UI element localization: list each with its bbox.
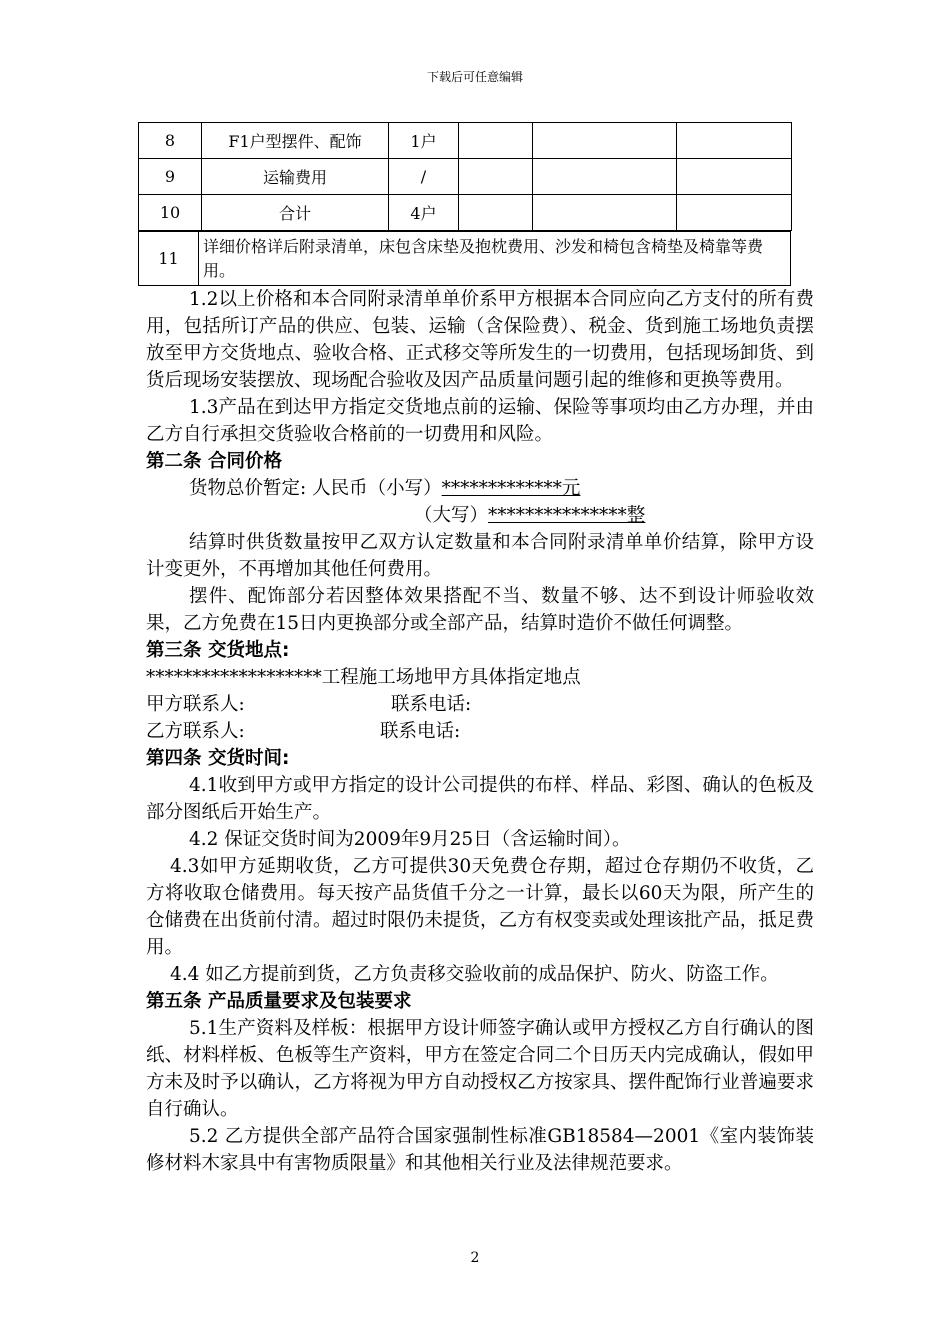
table-cell-empty [677, 159, 792, 195]
table-cell-empty [459, 123, 533, 159]
paragraph-1-2: 1.2以上价格和本合同附录清单单价系甲方根据本合同应向乙方支付的所有费用，包括所订产品的供应、包装、运输（含保险费）、税金、货到施工场地负责摆放至甲方交货地点、验收合格、正式移交等所发生的一切费用，包括现场卸货、到货后现场安装摆放、现场配合验收及因产品质量问题引起的维修和更换等费用。 [146, 289, 814, 391]
price-line-small [146, 475, 814, 502]
table-cell-empty [533, 159, 677, 195]
party-b-contact: 乙方联系人: [146, 721, 245, 742]
table-cell-empty [459, 159, 533, 195]
section-5-title: 第五条 产品质量要求及包装要求 [146, 991, 412, 1012]
party-a-contact-line [146, 691, 814, 718]
table-row [139, 123, 792, 159]
table-cell-empty [677, 195, 792, 231]
delivery-location: *******************工程施工场地甲方具体指定地点 [146, 667, 581, 688]
table-row [139, 232, 791, 286]
price-big-value: ***************整 [488, 505, 646, 526]
price-label: 货物总价暂定: 人民币（小写） [189, 478, 442, 499]
contract-body [146, 286, 814, 1177]
paragraph-5-2: 5.2 乙方提供全部产品符合国家强制性标准GB18584—2001《室内装饰装修材料木家具中有害物质限量》和其他相关行业及法律规范要求。 [146, 1126, 814, 1174]
paragraph-1-3: 1.3产品在到达甲方指定交货地点前的运输、保险等事项均由乙方办理，并由乙方自行承担交货验收合格前的一切费用和风险。 [146, 397, 814, 445]
page-number: 2 [470, 1250, 480, 1266]
party-a-contact: 甲方联系人: [146, 694, 245, 715]
page-header: 下载后可任意编辑 [426, 70, 523, 84]
table-cell-qty: 4户 [389, 195, 459, 231]
table-row [139, 159, 792, 195]
section-4-title: 第四条 交货时间: [146, 748, 290, 769]
paragraph-2-1: 结算时供货数量按甲乙双方认定数量和本合同附录清单单价结算，除甲方设计变更外，不再增加其他任何费用。 [146, 532, 814, 580]
table-cell-empty [459, 195, 533, 231]
table-cell-no: 10 [139, 195, 202, 231]
table-cell-qty: / [389, 159, 459, 195]
note-table [138, 231, 791, 286]
price-big-label: （大写） [414, 505, 489, 526]
price-small-value: *************元 [441, 478, 581, 499]
paragraph-4-1: 4.1收到甲方或甲方指定的设计公司提供的布样、样品、彩图、确认的色板及部分图纸后开始生产。 [146, 775, 814, 823]
section-2-title: 第二条 合同价格 [146, 451, 282, 472]
table-cell-no: 8 [139, 123, 202, 159]
paragraph-2-2: 摆件、配饰部分若因整体效果搭配不当、数量不够、达不到设计师验收效果，乙方免费在15日内更换部分或全部产品，结算时造价不做任何调整。 [146, 586, 814, 634]
table-cell-no: 11 [139, 232, 199, 286]
table-cell-item: F1户型摆件、配饰 [202, 123, 389, 159]
section-3-title: 第三条 交货地点: [146, 640, 290, 661]
table-cell-empty [533, 123, 677, 159]
paragraph-4-4: 4.4 如乙方提前到货，乙方负责移交验收前的成品保护、防火、防盗工作。 [170, 964, 779, 985]
price-table [138, 122, 792, 231]
paragraph-4-3: 4.3如甲方延期收货，乙方可提供30天免费仓存期，超过仓存期仍不收货，乙方将收取仓储费用。每天按产品货值千分之一计算，最长以60天为限，所产生的仓储费在出货前付清。超过时限仍未提货，乙方有权变卖或处理该批产品，抵足费用。 [146, 856, 814, 958]
party-a-phone: 联系电话: [391, 694, 472, 715]
table-cell-note: 详细价格详后附录清单，床包含床垫及抱枕费用、沙发和椅包含椅垫及椅靠等费用。 [199, 232, 791, 286]
paragraph-5-1: 5.1生产资料及样板：根据甲方设计师签字确认或甲方授权乙方自行确认的图纸、材料样板、色板等生产资料，甲方在签定合同二个日历天内完成确认，假如甲方未及时予以确认，乙方将视为甲方自动授权乙方按家具、摆件配饰行业普遍要求自行确认。 [146, 1018, 814, 1120]
price-line-big [146, 502, 814, 529]
table-cell-empty [677, 123, 792, 159]
party-b-phone: 联系电话: [380, 721, 461, 742]
table-row [139, 195, 792, 231]
party-b-contact-line [146, 718, 814, 745]
table-cell-no: 9 [139, 159, 202, 195]
table-cell-item: 合计 [202, 195, 389, 231]
table-cell-empty [533, 195, 677, 231]
table-cell-item: 运输费用 [202, 159, 389, 195]
table-cell-qty: 1户 [389, 123, 459, 159]
paragraph-4-2: 4.2 保证交货时间为2009年9月25日（含运输时间）。 [189, 829, 631, 850]
